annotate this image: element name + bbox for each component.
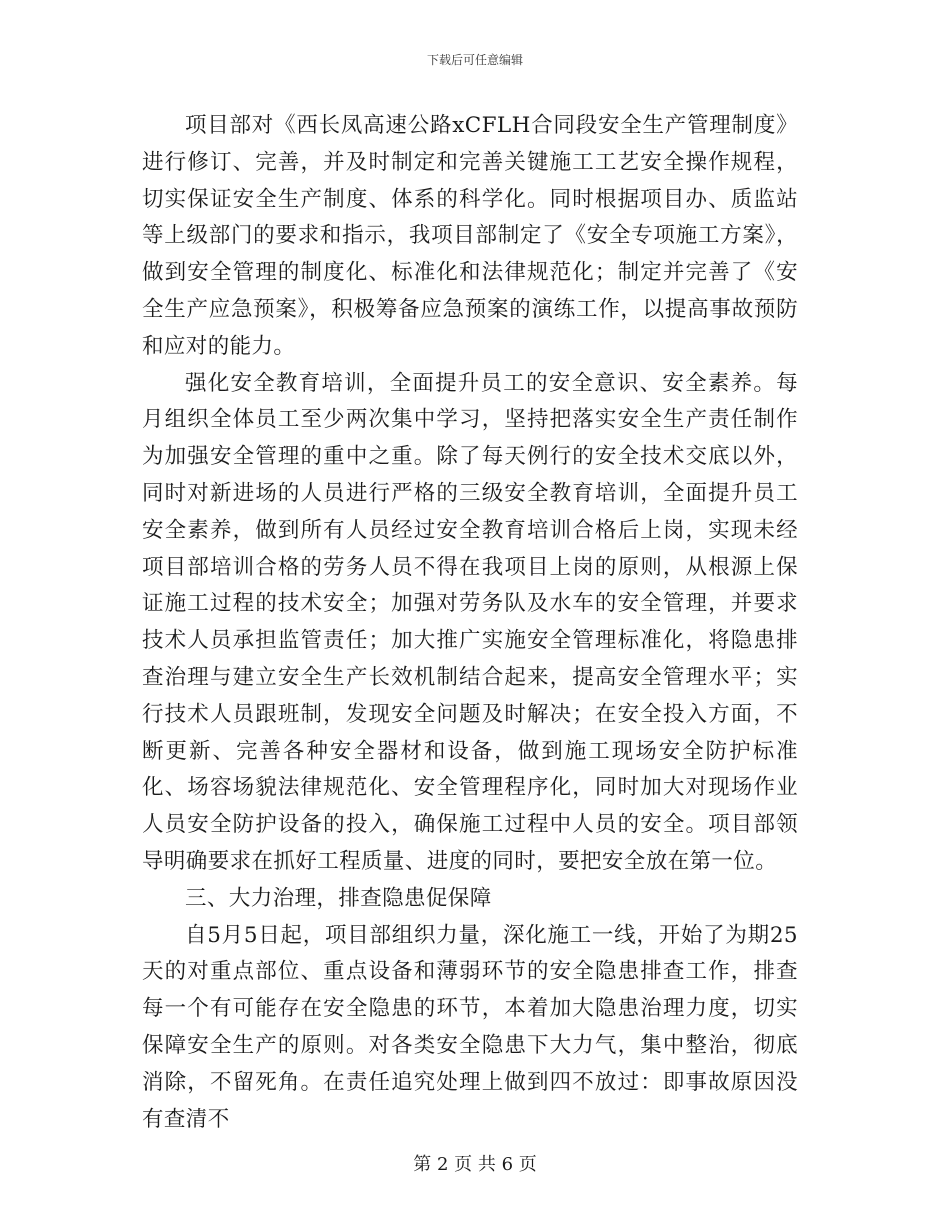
page-number: 第 2 页 共 6 页 <box>413 1154 537 1175</box>
paragraph-hazard-inspection: 自5月5日起，项目部组织力量，深化施工一线，开始了为期25天的对重点部位、重点设备和薄弱环节的安全隐患排查工作，排查每一个有可能存在安全隐患的环节，本着加大隐患治理力度，切实保障安全生产的原则。对各类安全隐患下大力气，集中整治，彻底消除，不留死角。在责任追究处理上做到四不放过：即事故原因没有查清不 <box>142 922 798 1132</box>
paragraph-safety-training: 强化安全教育培训，全面提升员工的安全意识、安全素养。每月组织全体员工至少两次集中学习，坚持把落实安全生产责任制作为加强安全管理的重中之重。除了每天例行的安全技术交底以外，同时对新进场的人员进行严格的三级安全教育培训，全面提升员工安全素养，做到所有人员经过安全教育培训合格后上岗，实现未经项目部培训合格的劳务人员不得在我项目上岗的原则，从根源上保证施工过程的技术安全；加强对劳务队及水车的安全管理，并要求技术人员承担监管责任；加大推广实施安全管理标准化，将隐患排查治理与建立安全生产长效机制结合起来，提高安全管理水平；实行技术人员跟班制，发现安全问题及时解决；在安全投入方面，不断更新、完善各种安全器材和设备，做到施工现场安全防护标准化、场容场貌法律规范化、安全管理程序化，同时加大对现场作业人员安全防护设备的投入，确保施工过程中人员的安全。项目部领导明确要求在抓好工程质量、进度的同时，要把安全放在第一位。 <box>142 370 798 874</box>
section-heading: 三、大力治理，排查隐患促保障 <box>185 885 492 911</box>
paragraph-safety-system: 项目部对《西长凤高速公路xCFLH合同段安全生产管理制度》进行修订、完善，并及时制定和完善关键施工工艺安全操作规程，切实保证安全生产制度、体系的科学化。同时根据项目办、质监站等上级部门的要求和指示，我项目部制定了《安全专项施工方案》，做到安全管理的制度化、标准化和法律规范化；制定并完善了《安全生产应急预案》，积极筹备应急预案的演练工作，以提高事故预防和应对的能力。 <box>142 113 798 359</box>
page-header-note: 下载后可任意编辑 <box>426 53 523 67</box>
document-body <box>142 108 798 1138</box>
